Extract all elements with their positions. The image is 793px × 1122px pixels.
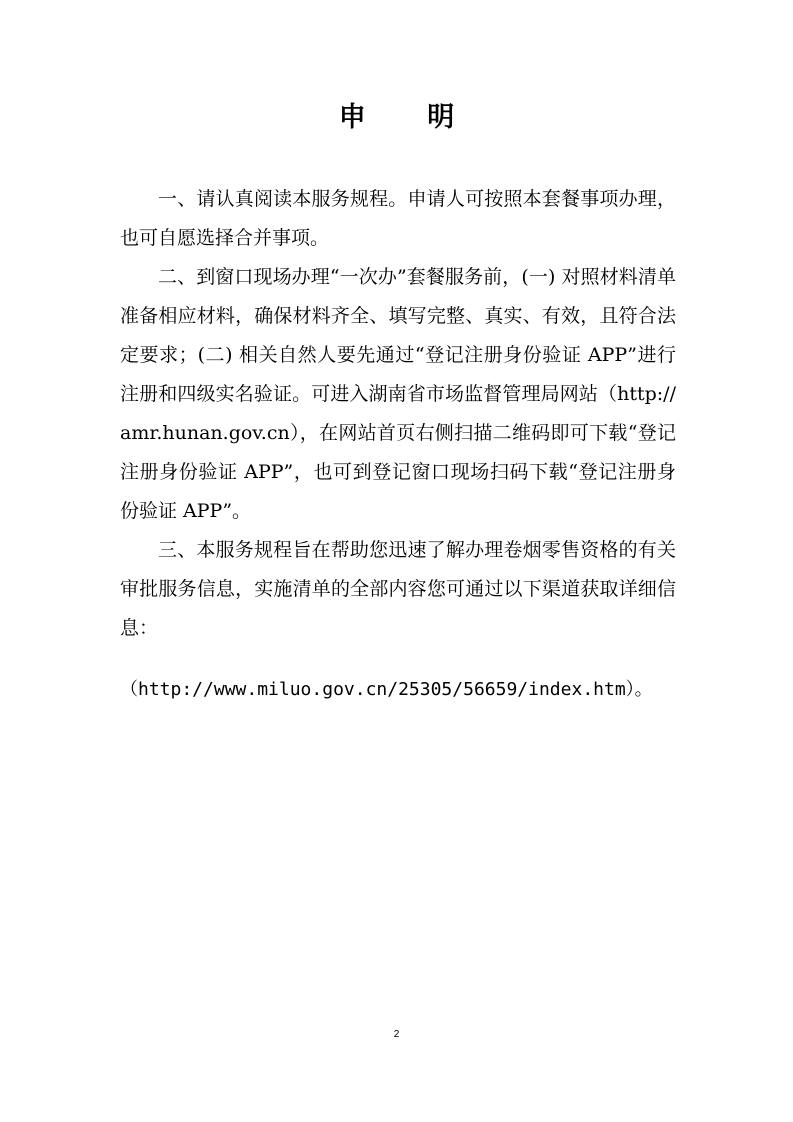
paragraph-2: 二、到窗口现场办理“一次办”套餐服务前，(一) 对照材料清单准备相应材料，确保材料齐全、填写完整、真实、有效，且符合法定要求；(二) 相关自然人要先通过“登记注册身份验证 APP”进行注册和四级实名验证。可进入湖南省市场监督管理局网站（http://amr.hunan.gov.cn），在网站首页右侧扫描二维码即可下载“登记注册身份验证 APP”，也可到登记窗口现场扫码下载“登记注册身份验证 APP”。 (120, 266, 676, 522)
paragraph-3: 三、本服务规程旨在帮助您迅速了解办理卷烟零售资格的有关审批服务信息，实施清单的全部内容您可通过以下渠道获取详细信息： (120, 539, 676, 639)
page-title: 申 明 (338, 102, 481, 133)
info-url-text: （http://www.miluo.gov.cn/25305/56659/index.htm）。 (120, 679, 653, 700)
paragraph-1: 一、请认真阅读本服务规程。申请人可按照本套餐事项办理，也可自愿选择合并事项。 (120, 188, 676, 249)
page-number: 2 (393, 1029, 400, 1040)
statement-body (120, 180, 676, 648)
